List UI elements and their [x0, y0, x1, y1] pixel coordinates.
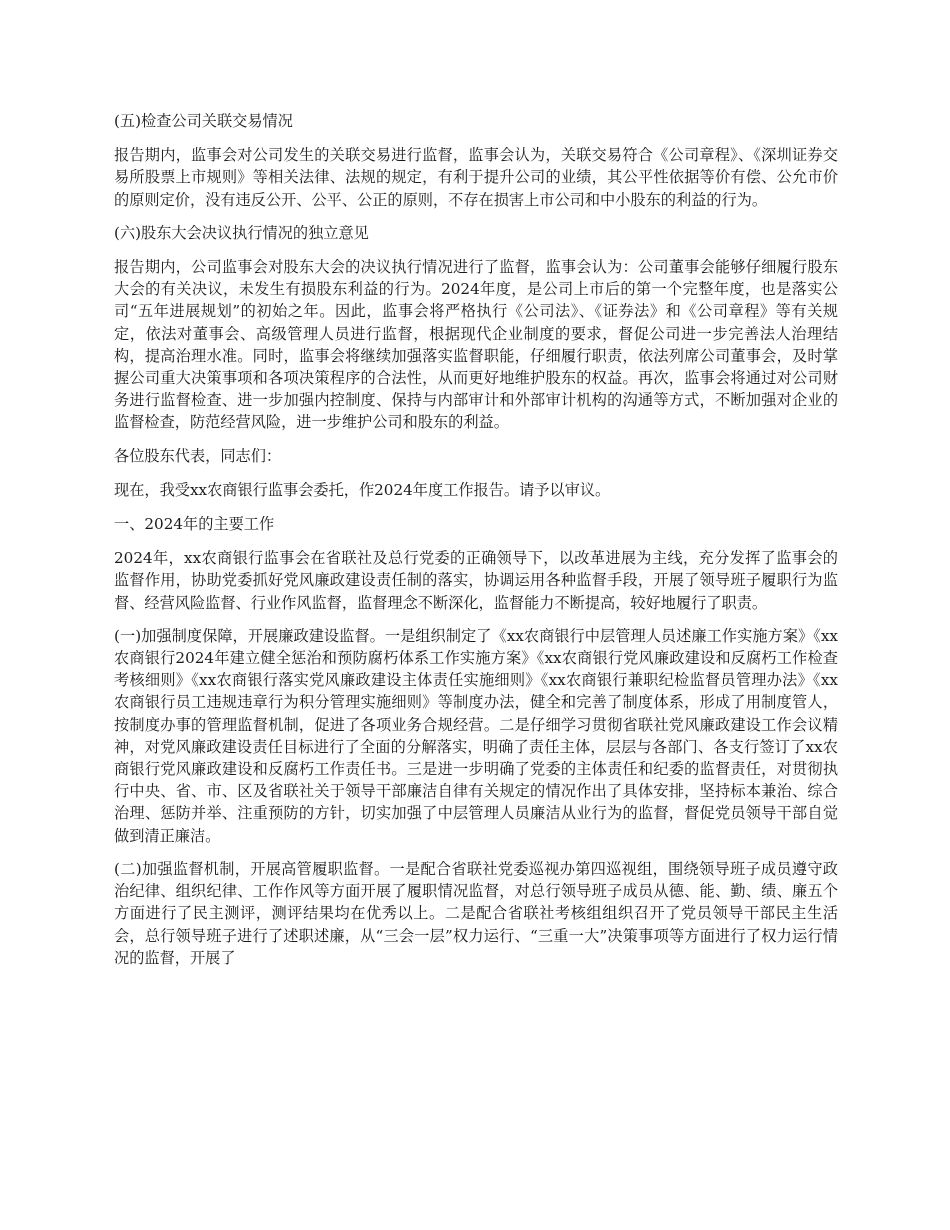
paragraph-shareholder-resolutions: 报告期内，公司监事会对股东大会的决议执行情况进行了监督，监事会认为：公司董事会能够仔细履行股东大会的有关决议，未发生有损股东利益的行为。2024年度，是公司上市后的第一个完整年度，也是落实公司“五年进展规划”的初始之年。因此，监事会将严格执行《公司法》、《证券法》和《公司章程》等有关规定，依法对董事会、高级管理人员进行监督，根据现代企业制度的要求，督促公司进一步完善法人治理结构，提高治理水准。同时，监事会将继续加强落实监督职能，仔细履行职责，依法列席公司董事会，及时掌握公司重大决策事项和各项决策程序的合法性，从而更好地维护股东的权益。再次，监事会将通过对公司财务进行监督检查、进一步加强内控制度、保持与内部审计和外部审计机构的沟通等方式，不断加强对企业的监督检查，防范经营风险，进一步维护公司和股东的利益。: [114, 258, 838, 432]
section-heading-shareholder-resolutions: (六)股东大会决议执行情况的独立意见: [114, 223, 369, 242]
paragraph-integrity-supervision: (一)加强制度保障，开展廉政建设监督。一是组织制定了《xx农商银行中层管理人员述廉工作实施方案》《xx农商银行2024年建立健全惩治和预防腐朽体系工作实施方案》《xx农商银行党风廉政建设和反腐朽工作检查考核细则》《xx农商银行落实党风廉政建设主体责任实施细则》《xx农商银行兼职纪检监督员管理办法》《xx农商银行员工违规违章行为积分管理实施细则》等制度办法，健全和完善了制度体系，形成了用制度管人，按制度办事的管理监督机制，促进了各项业务合规经营。二是仔细学习贯彻省联社党风廉政建设工作会议精神，对党风廉政建设责任目标进行了全面的分解落实，明确了责任主体，层层与各部门、各支行签订了xx农商银行党风廉政建设和反腐朽工作责任书。三是进一步明确了党委的主体责任和纪委的监督责任，对贯彻执行中央、省、市、区及省联社关于领导干部廉洁自律有关规定的情况作出了具体安排，坚持标本兼治、综合治理、惩防并举、注重预防的方针，切实加强了中层管理人员廉洁从业行为的监督，督促党员领导干部自觉做到清正廉洁。: [114, 626, 838, 845]
section-heading-main-work: 一、2024年的主要工作: [114, 515, 275, 534]
paragraph-related-transactions: 报告期内，监事会对公司发生的关联交易进行监督，监事会认为，关联交易符合《公司章程》、《深圳证券交易所股票上市规则》等相关法律、法规的规定，有利于提升公司的业绩，其公平性依据等价有偿、公允市价的原则定价，没有违反公开、公平、公正的原则，不存在损害上市公司和中小股东的利益的行为。: [114, 146, 838, 209]
paragraph-executive-supervision: (二)加强监督机制，开展高管履职监督。一是配合省联社党委巡视办第四巡视组，围绕领导班子成员遵守政治纪律、组织纪律、工作作风等方面开展了履职情况监督，对总行领导班子成员从德、能、勤、绩、廉五个方面进行了民主测评，测评结果均在优秀以上。二是配合省联社考核组组织召开了党员领导干部民主生活会，总行领导班子进行了述职述廉，从“三会一层”权力运行、“三重一大”决策事项等方面进行了权力运行情况的监督，开展了: [114, 859, 838, 967]
salutation: 各位股东代表，同志们：: [114, 446, 282, 465]
section-heading-related-transactions: (五)检查公司关联交易情况: [114, 112, 293, 130]
paragraph-main-work-summary: 2024年，xx农商银行监事会在省联社及总行党委的正确领导下，以改革进展为主线，充分发挥了监事会的监督作用，协助党委抓好党风廉政建设责任制的落实，协调运用各种监督手段，开展了领导班子履职行为监督、经营风险监督、行业作风监督，监督理念不断深化，监督能力不断提高，较好地履行了职责。: [114, 549, 838, 612]
document-page: [114, 110, 838, 980]
report-intro: 现在，我受xx农商银行监事会委托，作2024年度工作报告。请予以审议。: [114, 480, 611, 499]
